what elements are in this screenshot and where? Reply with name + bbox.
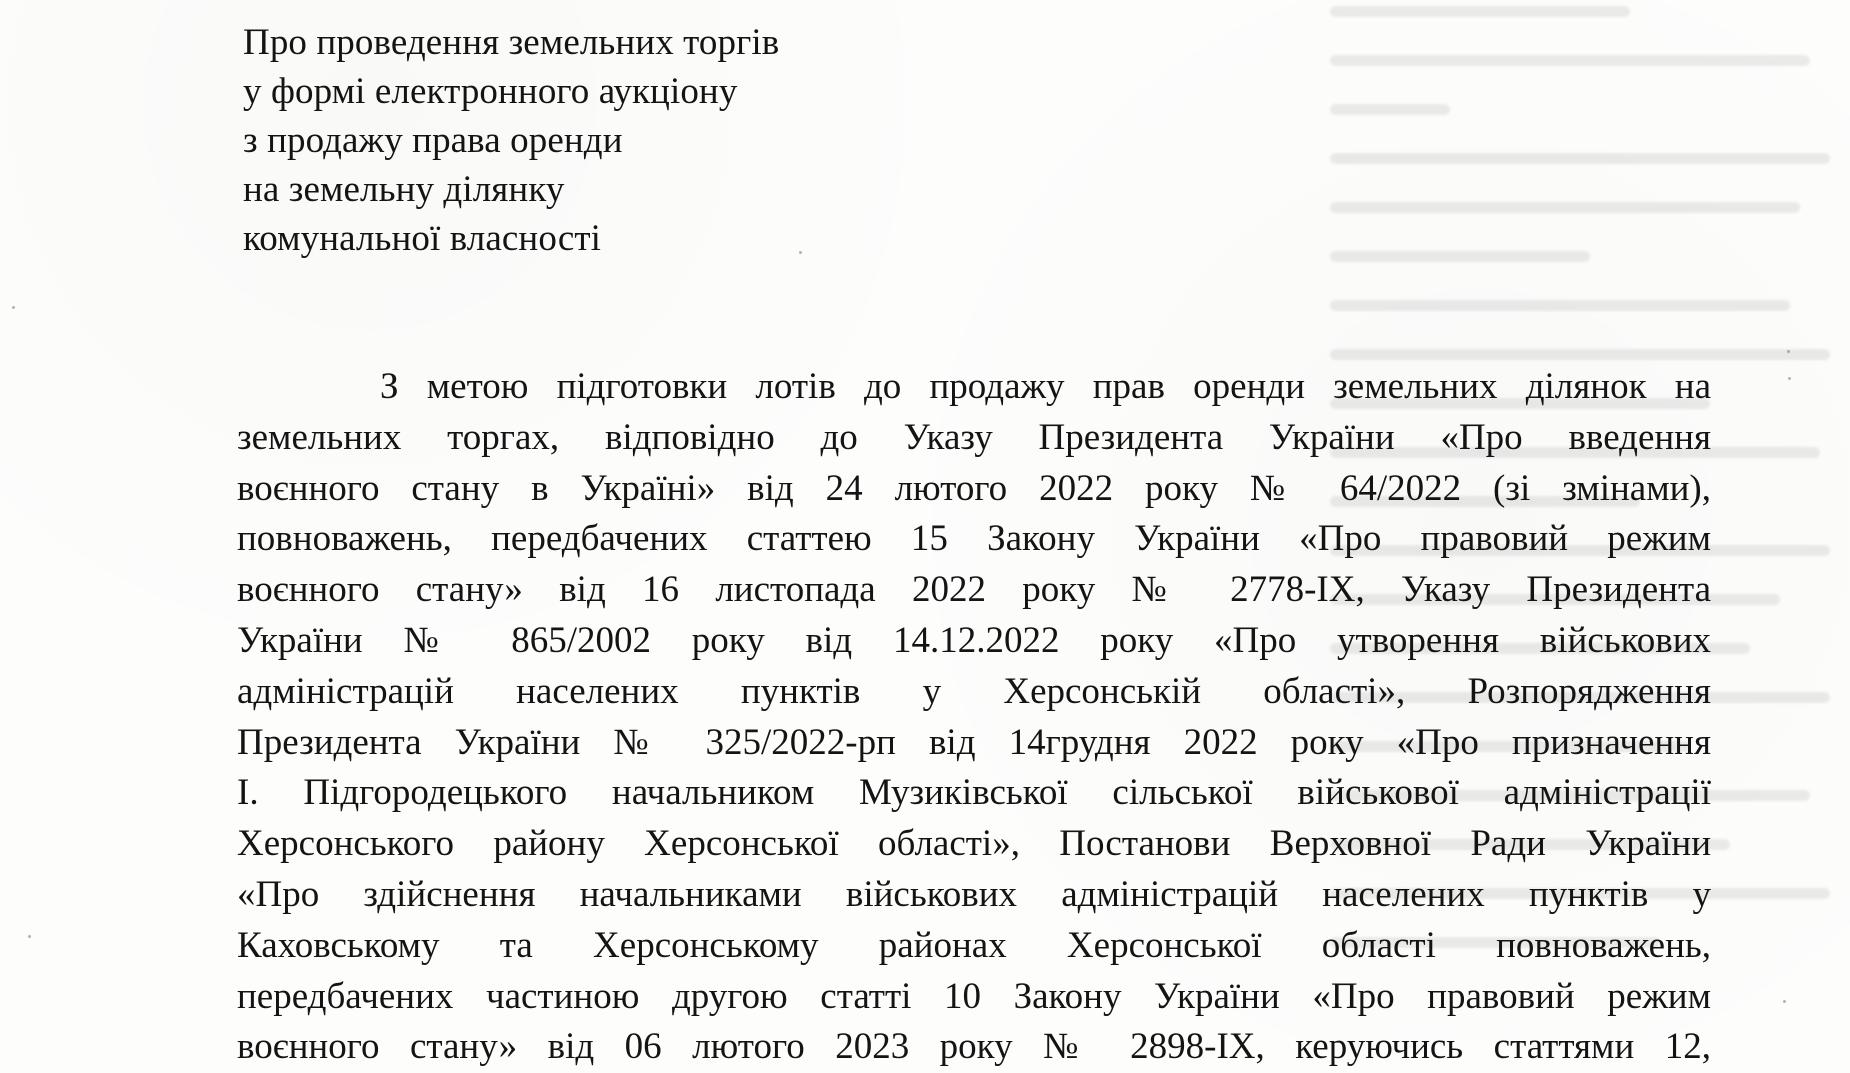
scan-speck <box>28 935 31 938</box>
body-line: воєнного стану в Україні» від 24 лютого 2022 року № 64/2022 (зі змінами), <box>237 467 1711 509</box>
body-line: воєнного стану» від 16 листопада 2022 року № 2778-IX, Указу Президента <box>237 569 1711 611</box>
document-heading <box>243 18 943 263</box>
scan-speck <box>12 306 15 309</box>
body-line: Президента України № 325/2022-рп від 14грудня 2022 року «Про призначення <box>237 721 1711 763</box>
scan-speck <box>1787 350 1790 353</box>
body-line: земельних торгах, відповідно до Указу Президента України «Про введення <box>237 416 1711 458</box>
body-line: України № 865/2002 року від 14.12.2022 року «Про утворення військових <box>237 619 1711 661</box>
body-line: передбачених частиною другою статті 10 Закону України «Про правовий режим <box>237 975 1711 1017</box>
body-line: Каховському та Херсонському районах Херсонської області повноважень, <box>237 924 1711 966</box>
body-line: З метою підготовки лотів до продажу прав оренди земельних ділянок на <box>380 366 1711 407</box>
body-line: Херсонського району Херсонської області», Постанови Верховної Ради України <box>237 823 1711 865</box>
body-line: «Про здійснення начальниками військових адміністрацій населених пунктів у <box>237 873 1711 915</box>
heading-line: комунальної власності <box>243 218 602 259</box>
heading-line: Про проведення земельних торгів <box>243 22 780 63</box>
body-line: повноважень, передбачених статтею 15 Закону України «Про правовий режим <box>237 518 1711 560</box>
body-line: воєнного стану» від 06 лютого 2023 року № 2898-IX, керуючись статтями 12, <box>237 1026 1711 1068</box>
heading-line: у формі електронного аукціону <box>243 71 738 112</box>
scan-speck <box>1788 377 1791 380</box>
heading-line: з продажу права оренди <box>243 120 623 161</box>
heading-line: на земельну ділянку <box>243 169 565 210</box>
scan-speck <box>799 251 802 254</box>
document-body-paragraph <box>237 362 1711 1073</box>
scan-speck <box>1783 1000 1786 1003</box>
body-line: адміністрацій населених пунктів у Херсонській області», Розпорядження <box>237 670 1711 712</box>
body-line: І. Підгородецького начальником Музиківської сільської військової адміністрації <box>237 772 1711 814</box>
